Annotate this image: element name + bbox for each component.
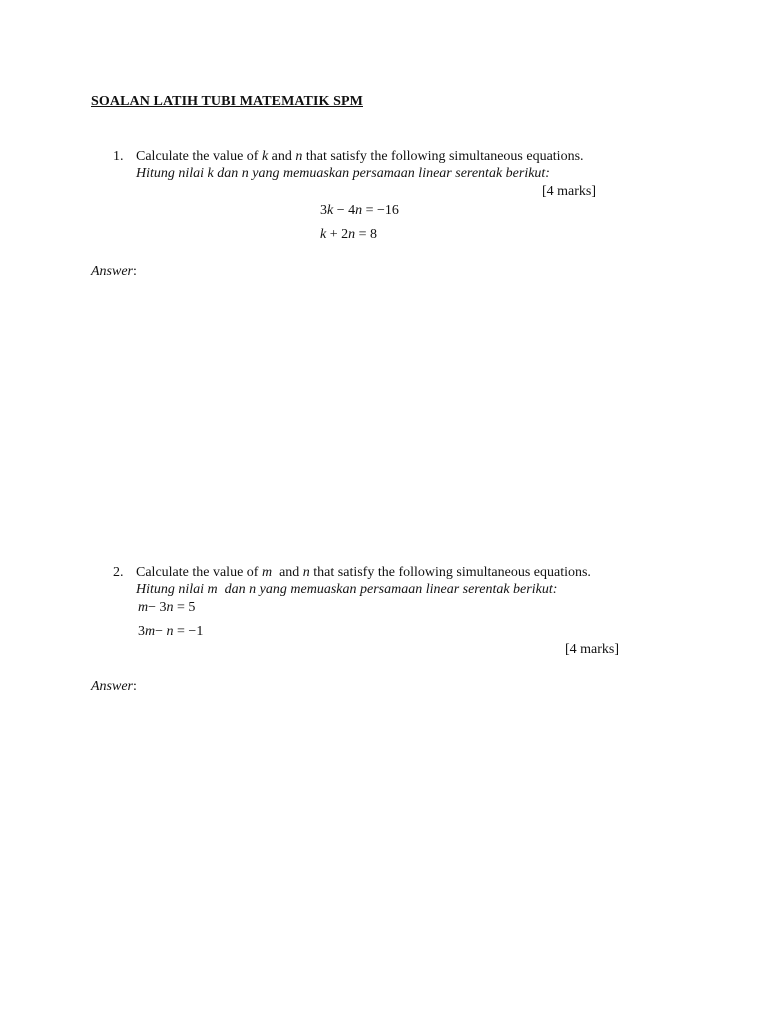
question-1-equation-1: 3k − 4n = −16 bbox=[320, 203, 399, 218]
question-2-marks: [4 marks] bbox=[565, 642, 620, 657]
question-2-answer-label: Answer: bbox=[91, 679, 137, 694]
question-2-malay-text: Hitung nilai m dan n yang memuaskan persamaan linear serentak berikut: bbox=[136, 582, 558, 597]
question-1-equation-2: k + 2n = 8 bbox=[320, 227, 378, 242]
question-1-text: Calculate the value of k and n that satisfy the following simultaneous equations. bbox=[136, 149, 584, 164]
question-2-equation-2: 3m− n = −1 bbox=[138, 624, 204, 639]
question-1-marks: [4 marks] bbox=[542, 184, 597, 199]
question-2-number: 2. bbox=[113, 565, 124, 580]
question-1-malay-text: Hitung nilai k dan n yang memuaskan persamaan linear serentak berikut: bbox=[136, 166, 550, 181]
page-title: SOALAN LATIH TUBI MATEMATIK SPM bbox=[91, 94, 363, 109]
question-2-equation-1: m− 3n = 5 bbox=[138, 600, 196, 615]
question-2-text: Calculate the value of m and n that satisfy the following simultaneous equations. bbox=[136, 565, 591, 580]
question-1-answer-label: Answer: bbox=[91, 264, 137, 279]
question-1-number: 1. bbox=[113, 149, 124, 164]
